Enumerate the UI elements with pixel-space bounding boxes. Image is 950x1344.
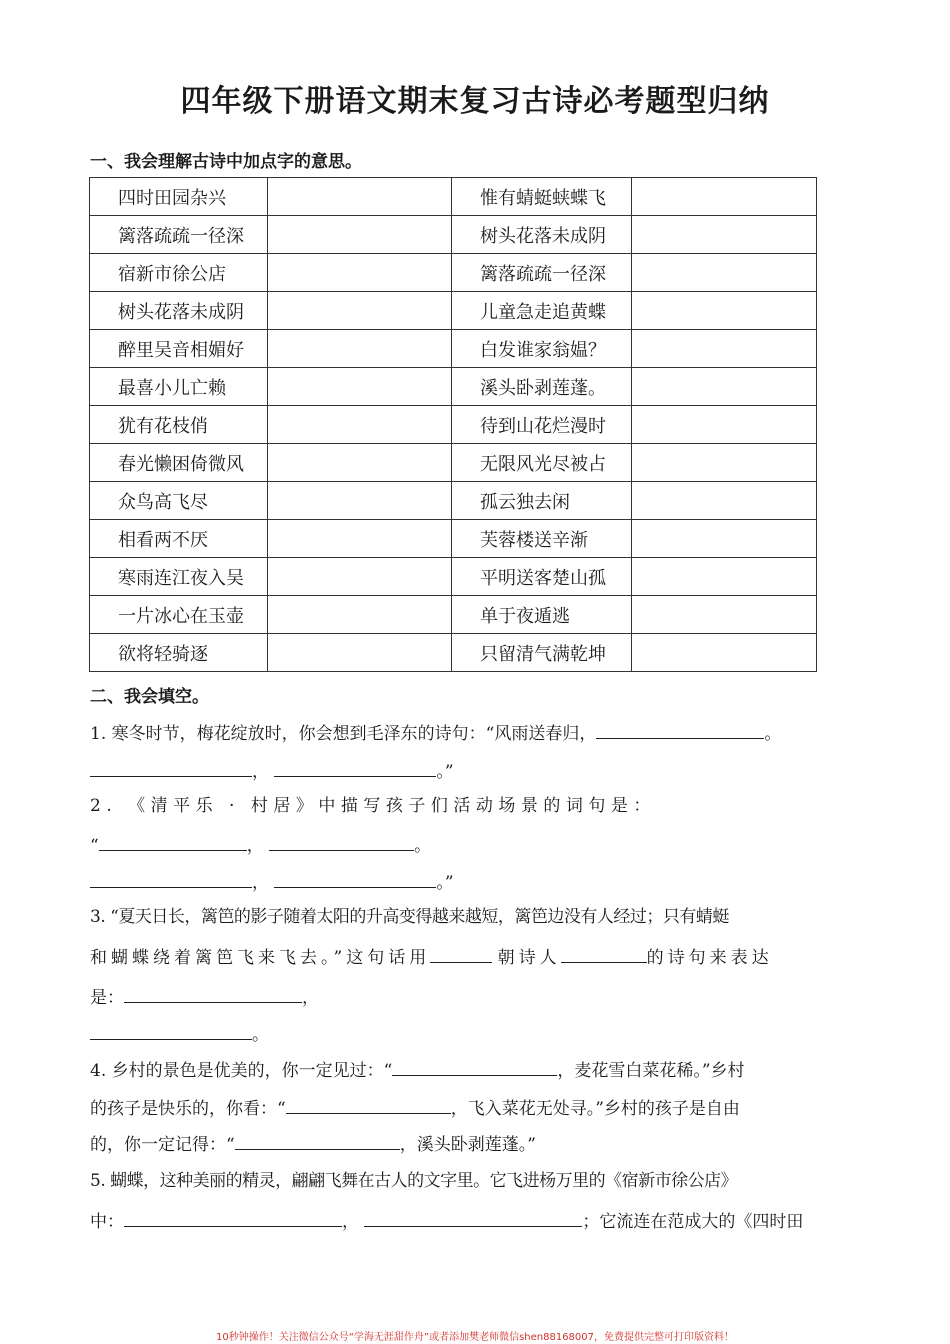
answer-blank[interactable]: [124, 984, 302, 1003]
vocab-row: [90, 482, 817, 520]
vocab-term-right: 只留清气满乾坤: [452, 634, 632, 672]
question-4-line-1: 4. 乡村的景色是优美的，你一定见过：“ ，麦花雪白菜花稀。”乡村: [90, 1057, 815, 1082]
vocab-answer-left[interactable]: [268, 482, 452, 520]
vocab-row: [90, 254, 817, 292]
vocab-term-right: 待到山花烂漫时: [452, 406, 632, 444]
answer-blank[interactable]: [90, 1021, 252, 1040]
vocab-term-left: 相看两不厌: [90, 520, 268, 558]
question-3-line-4: 。: [90, 1021, 815, 1046]
vocab-term-right: 孤云独去闲: [452, 482, 632, 520]
vocab-row: [90, 368, 817, 406]
question-3-line-2: 和蝴蝶绕着篱笆飞来飞去。”这句话用 朝诗人 的诗句来表达: [90, 944, 815, 969]
vocab-term-right: 儿童急走追黄蝶: [452, 292, 632, 330]
vocab-term-left: 寒雨连江夜入吴: [90, 558, 268, 596]
vocab-answer-left[interactable]: [268, 596, 452, 634]
vocab-term-right: 芙蓉楼送辛渐: [452, 520, 632, 558]
vocab-row: [90, 520, 817, 558]
vocab-answer-right[interactable]: [632, 520, 817, 558]
vocab-term-right: 白发谁家翁媪？: [452, 330, 632, 368]
vocab-term-right: 平明送客楚山孤: [452, 558, 632, 596]
answer-blank-dynasty[interactable]: [430, 944, 492, 963]
question-4-line-2: 的孩子是快乐的，你看：“ ，飞入菜花无处寻。”乡村的孩子是自由: [90, 1095, 815, 1120]
vocab-answer-right[interactable]: [632, 444, 817, 482]
answer-blank-poet[interactable]: [561, 944, 647, 963]
question-1-line-2: ， 。”: [90, 758, 815, 783]
vocab-row: [90, 558, 817, 596]
vocab-answer-right[interactable]: [632, 178, 817, 216]
question-3-line-1: 3. “夏天日长，篱笆的影子随着太阳的升高变得越来越短，篱笆边没有人经过；只有蜻蜓: [90, 907, 729, 927]
footer-note: 10秒钟操作！关注微信公众号“学海无涯甜作舟”或者添加樊老师微信shen88168007，免费提供完整可打印版资料！: [215, 1332, 735, 1343]
vocab-answer-right[interactable]: [632, 292, 817, 330]
answer-blank[interactable]: [90, 869, 252, 888]
vocab-answer-left[interactable]: [268, 368, 452, 406]
vocab-term-left: 醉里吴音相媚好: [90, 330, 268, 368]
vocab-term-right: 树头花落未成阴: [452, 216, 632, 254]
question-5-line-1: 5. 蝴蝶，这种美丽的精灵，翩翩飞舞在古人的文字里。它飞进杨万里的《宿新市徐公店》: [90, 1171, 738, 1191]
vocab-answer-right[interactable]: [632, 634, 817, 672]
vocab-row: [90, 634, 817, 672]
question-3-line-3: 是： ，: [90, 984, 815, 1009]
section-2-heading: 二、我会填空。: [90, 687, 209, 707]
answer-blank[interactable]: [596, 720, 764, 739]
answer-blank[interactable]: [274, 758, 436, 777]
vocab-answer-left[interactable]: [268, 520, 452, 558]
vocab-term-left: 篱落疏疏一径深: [90, 216, 268, 254]
vocab-term-left: 树头花落未成阴: [90, 292, 268, 330]
question-2-line-1: 2. 《清平乐 · 村居》中描写孩子们活动场景的词句是：: [90, 796, 656, 816]
vocab-row: [90, 178, 817, 216]
vocab-answer-left[interactable]: [268, 292, 452, 330]
question-5-line-2: 中： ， ；它流连在范成大的《四时田: [90, 1208, 815, 1233]
vocab-answer-right[interactable]: [632, 596, 817, 634]
vocab-table: [89, 177, 817, 672]
vocab-term-left: 宿新市徐公店: [90, 254, 268, 292]
vocab-answer-right[interactable]: [632, 482, 817, 520]
answer-blank[interactable]: [274, 869, 436, 888]
vocab-row: [90, 216, 817, 254]
vocab-answer-right[interactable]: [632, 368, 817, 406]
vocab-term-right: 单于夜遁逃: [452, 596, 632, 634]
question-4-line-3: 的，你一定记得：“ ，溪头卧剥莲蓬。”: [90, 1131, 815, 1156]
answer-blank[interactable]: [364, 1208, 582, 1227]
vocab-answer-left[interactable]: [268, 216, 452, 254]
vocab-term-left: 犹有花枝俏: [90, 406, 268, 444]
vocab-answer-right[interactable]: [632, 216, 817, 254]
page-title: 四年级下册语文期末复习古诗必考题型归纳: [180, 84, 770, 119]
vocab-term-left: 最喜小儿亡赖: [90, 368, 268, 406]
vocab-answer-left[interactable]: [268, 558, 452, 596]
vocab-term-left: 一片冰心在玉壶: [90, 596, 268, 634]
vocab-answer-left[interactable]: [268, 178, 452, 216]
answer-blank[interactable]: [90, 758, 252, 777]
vocab-row: [90, 596, 817, 634]
answer-blank[interactable]: [99, 832, 247, 851]
vocab-answer-left[interactable]: [268, 330, 452, 368]
vocab-answer-left[interactable]: [268, 406, 452, 444]
vocab-answer-right[interactable]: [632, 406, 817, 444]
section-1-heading: 一、我会理解古诗中加点字的意思。: [90, 152, 362, 172]
vocab-answer-left[interactable]: [268, 634, 452, 672]
vocab-term-left: 欲将轻骑逐: [90, 634, 268, 672]
vocab-row: [90, 330, 817, 368]
vocab-answer-right[interactable]: [632, 254, 817, 292]
vocab-term-left: 春光懒困倚微风: [90, 444, 268, 482]
vocab-row: [90, 444, 817, 482]
answer-blank[interactable]: [286, 1095, 451, 1114]
answer-blank[interactable]: [235, 1131, 400, 1150]
answer-blank[interactable]: [392, 1057, 557, 1076]
vocab-term-right: 惟有蜻蜓蛱蝶飞: [452, 178, 632, 216]
vocab-term-right: 无限风光尽被占: [452, 444, 632, 482]
vocab-answer-left[interactable]: [268, 254, 452, 292]
vocab-answer-left[interactable]: [268, 444, 452, 482]
question-2-line-2: “ ， 。: [90, 832, 815, 857]
answer-blank[interactable]: [124, 1208, 342, 1227]
vocab-answer-right[interactable]: [632, 330, 817, 368]
question-2-line-3: ， 。”: [90, 869, 815, 894]
q1-text: 1. 寒冬时节，梅花绽放时，你会想到毛泽东的诗句：“风雨送春归，: [90, 724, 597, 744]
vocab-term-right: 溪头卧剥莲蓬。: [452, 368, 632, 406]
vocab-term-left: 众鸟高飞尽: [90, 482, 268, 520]
vocab-term-right: 篱落疏疏一径深: [452, 254, 632, 292]
vocab-answer-right[interactable]: [632, 558, 817, 596]
question-1-line-1: 1. 寒冬时节，梅花绽放时，你会想到毛泽东的诗句：“风雨送春归， 。: [90, 720, 815, 745]
vocab-row: [90, 406, 817, 444]
vocab-term-left: 四时田园杂兴: [90, 178, 268, 216]
vocab-row: [90, 292, 817, 330]
answer-blank[interactable]: [269, 832, 414, 851]
